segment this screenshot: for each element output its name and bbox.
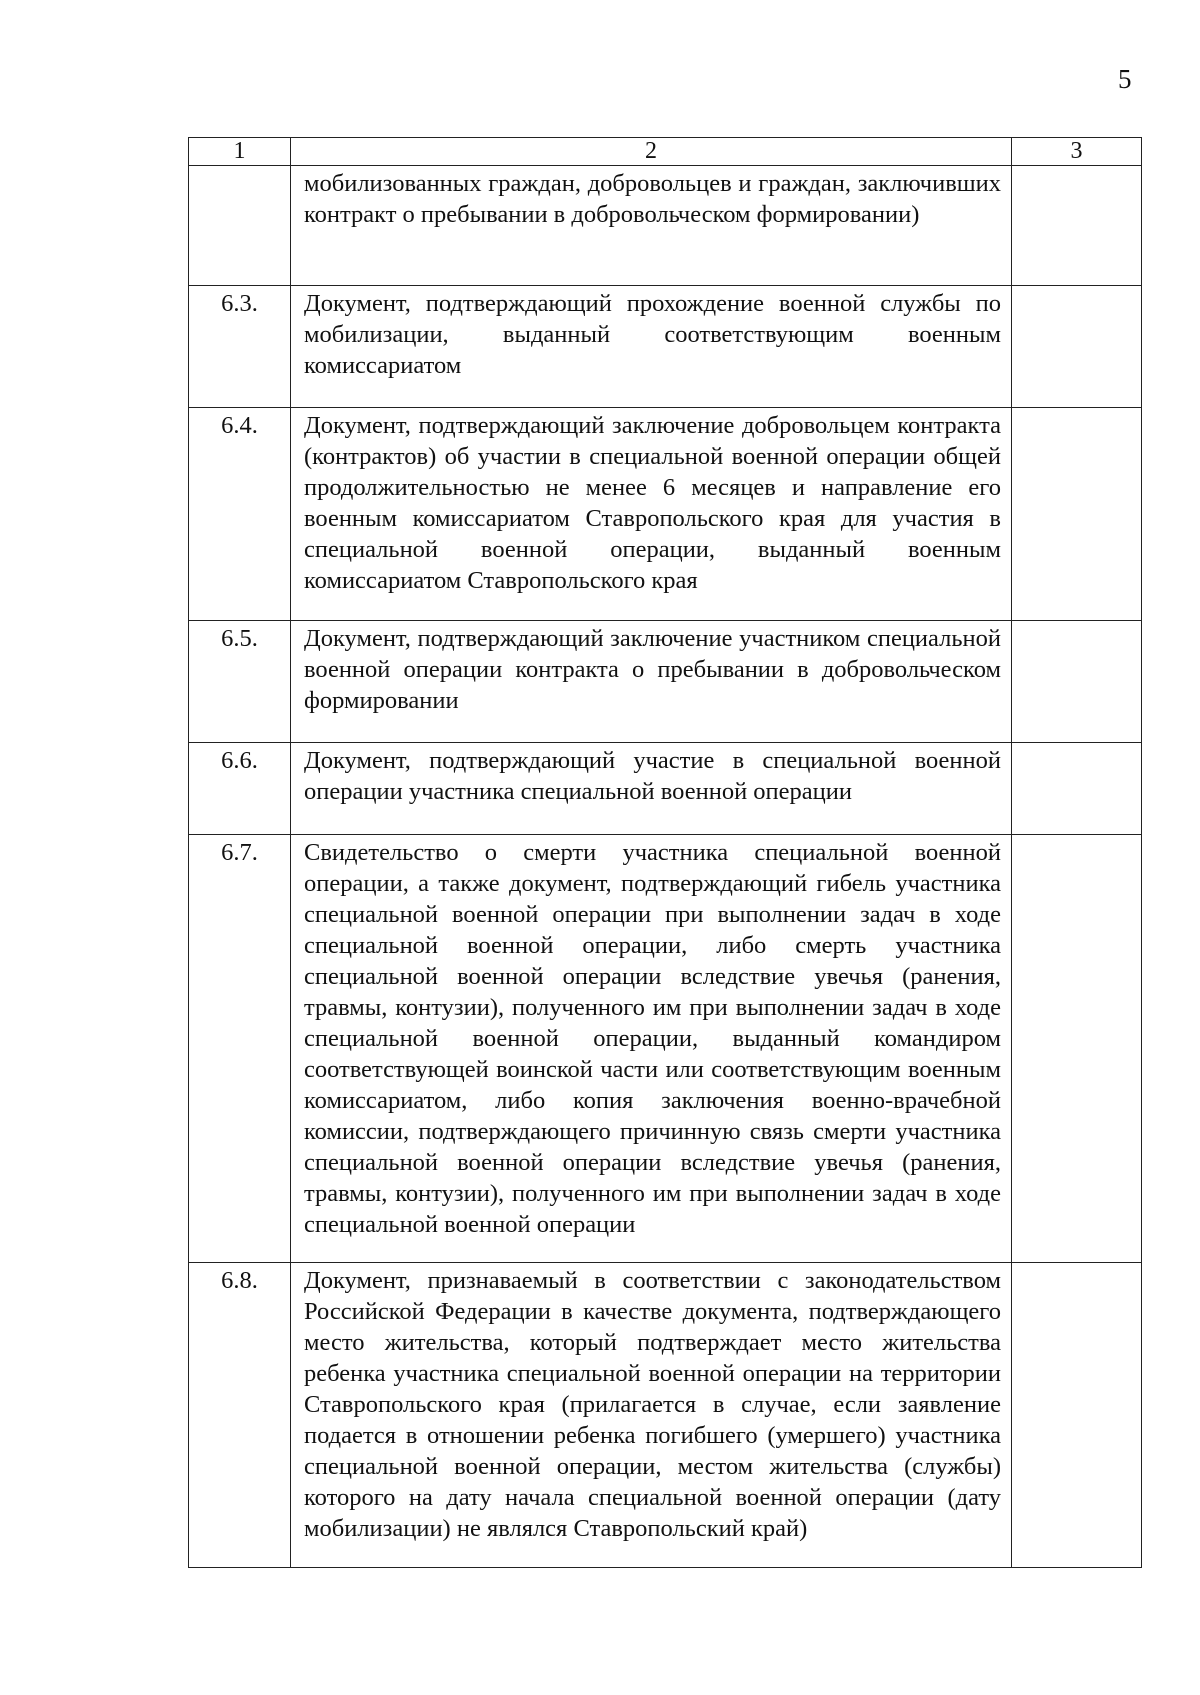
table-row bbox=[189, 835, 1142, 1263]
row-mark-cell bbox=[1012, 286, 1142, 408]
column-header-document: 2 bbox=[291, 138, 1012, 166]
row-document-text: Документ, подтверждающий прохождение военной службы по мобилизации, выданный соответствующим военным комиссариатом bbox=[291, 286, 1012, 408]
row-document-text: Документ, признаваемый в соответствии с законодательством Российской Федерации в качестве документа, подтверждающего место жительства, который подтверждает место жительства ребенка участника специальной военной операции на территории Ставропольского края (прилагается в случае, если заявление подается в отношении ребенка погибшего (умершего) участника специальной военной операции, местом жительства (службы) которого на дату начала специальной военной операции (дату мобилизации) не являлся Ставропольский край) bbox=[291, 1263, 1012, 1568]
row-number: 6.8. bbox=[189, 1263, 291, 1568]
column-header-mark: 3 bbox=[1012, 138, 1142, 166]
row-document-text: Документ, подтверждающий участие в специальной военной операции участника специальной военной операции bbox=[291, 743, 1012, 835]
table-row bbox=[189, 743, 1142, 835]
row-number: 6.7. bbox=[189, 835, 291, 1263]
row-number: 6.6. bbox=[189, 743, 291, 835]
row-mark-cell bbox=[1012, 1263, 1142, 1568]
table-row bbox=[189, 621, 1142, 743]
row-mark-cell bbox=[1012, 835, 1142, 1263]
row-document-text: Документ, подтверждающий заключение добровольцем контракта (контрактов) об участии в специальной военной операции общей продолжительностью не менее 6 месяцев и направление его военным комиссариатом Ставропольского края для участия в специальной военной операции, выданный военным комиссариатом Ставропольского края bbox=[291, 408, 1012, 621]
row-mark-cell bbox=[1012, 621, 1142, 743]
row-number bbox=[189, 166, 291, 286]
row-number: 6.4. bbox=[189, 408, 291, 621]
row-number: 6.5. bbox=[189, 621, 291, 743]
page-number: 5 bbox=[1118, 64, 1132, 94]
row-number: 6.3. bbox=[189, 286, 291, 408]
row-mark-cell bbox=[1012, 166, 1142, 286]
row-mark-cell bbox=[1012, 408, 1142, 621]
row-document-text: Свидетельство о смерти участника специальной военной операции, а также документ, подтверждающий гибель участника специальной военной операции при выполнении задач в ходе специальной военной операции, либо смерть участника специальной военной операции вследствие увечья (ранения, травмы, контузии), полученного им при выполнении задач в ходе специальной военной операции, выданный командиром соответствующей воинской части или соответствующим военным комиссариатом, либо копия заключения военно-врачебной комиссии, подтверждающего причинную связь смерти участника специальной военной операции вследствие увечья (ранения, травмы, контузии), полученного им при выполнении задач в ходе специальной военной операции bbox=[291, 835, 1012, 1263]
table-row bbox=[189, 408, 1142, 621]
column-header-number: 1 bbox=[189, 138, 291, 166]
row-mark-cell bbox=[1012, 743, 1142, 835]
table-row bbox=[189, 286, 1142, 408]
row-document-text: Документ, подтверждающий заключение участником специальной военной операции контракта о пребывании в добровольческом формировании bbox=[291, 621, 1012, 743]
document-table bbox=[188, 137, 1142, 1568]
row-document-text: мобилизованных граждан, добровольцев и граждан, заключивших контракт о пребывании в добровольческом формировании) bbox=[291, 166, 1012, 286]
table-row bbox=[189, 1263, 1142, 1568]
table-row bbox=[189, 166, 1142, 286]
table-header-row bbox=[189, 138, 1142, 166]
